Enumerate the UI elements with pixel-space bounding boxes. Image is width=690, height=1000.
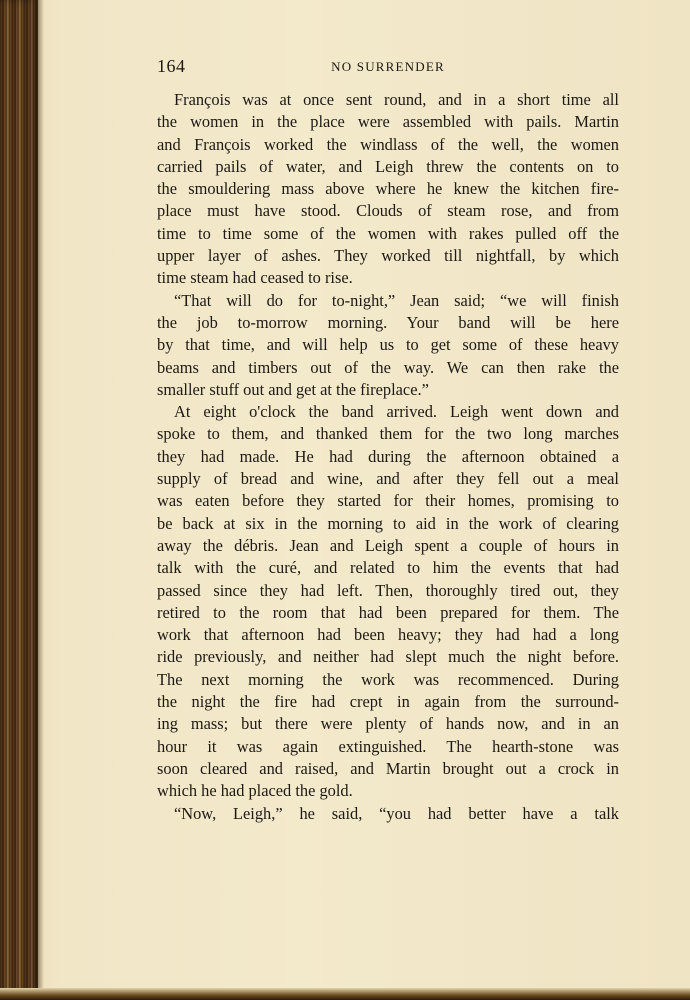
text-line: the job to-morrow morning. Your band will be here xyxy=(157,312,619,332)
text-line: hour it was again extinguished. The hearth-stone was xyxy=(157,736,619,756)
text-line: retired to the room that had been prepared for them. The xyxy=(157,602,619,622)
text-line: the night the fire had crept in again from the surround- xyxy=(157,692,619,712)
text-line: and François worked the windlass of the well, the women xyxy=(157,134,619,154)
text-line: smaller stuff out and get at the fireplace.” xyxy=(157,379,429,399)
text-line: spoke to them, and thanked them for the two long marches xyxy=(157,424,619,444)
text-line: which he had placed the gold. xyxy=(157,781,353,801)
page-number: 164 xyxy=(157,56,186,76)
page-body-text xyxy=(157,89,619,825)
text-line: “Now, Leigh,” he said, “you had better have a talk xyxy=(174,803,619,823)
text-line: time to time some of the women with rakes pulled off the xyxy=(157,223,619,243)
text-line: “That will do for to-night,” Jean said; “we will finish xyxy=(174,290,619,310)
text-line: soon cleared and raised, and Martin brought out a crock in xyxy=(157,758,619,778)
text-line: the smouldering mass above where he knew the kitchen fire- xyxy=(157,179,619,199)
text-line: carried pails of water, and Leigh threw the contents on to xyxy=(157,156,619,176)
text-line: beams and timbers out of the way. We can then rake the xyxy=(157,357,619,377)
text-line: was eaten before they started for their homes, promising to xyxy=(157,491,619,511)
text-line: time steam had ceased to rise. xyxy=(157,268,353,288)
running-title: NO SURRENDER xyxy=(331,59,445,74)
text-line: ing mass; but there were plenty of hands now, and in an xyxy=(157,714,619,734)
text-line: work that afternoon had been heavy; they had had a long xyxy=(157,625,619,645)
text-line: the women in the place were assembled with pails. Martin xyxy=(157,112,619,132)
text-line: ride previously, and neither had slept much the night before. xyxy=(157,647,619,667)
text-line: passed since they had left. Then, thoroughly tired out, they xyxy=(157,580,619,600)
binding-shadow xyxy=(38,0,44,1000)
book-binding xyxy=(0,0,38,1000)
page-header xyxy=(157,56,619,80)
text-line: be back at six in the morning to aid in the work of clearing xyxy=(157,513,619,533)
text-line: François was at once sent round, and in a short time all xyxy=(174,90,619,109)
text-line: supply of bread and wine, and after they fell out a meal xyxy=(157,469,619,489)
text-line: by that time, and will help us to get some of these heavy xyxy=(157,335,619,355)
text-line: talk with the curé, and related to him the events that had xyxy=(157,558,619,578)
text-line: The next morning the work was recommenced. During xyxy=(157,669,619,689)
text-line: away the débris. Jean and Leigh spent a couple of hours in xyxy=(157,535,619,555)
text-line: At eight o'clock the band arrived. Leigh went down and xyxy=(174,402,619,422)
text-line: place must have stood. Clouds of steam rose, and from xyxy=(157,201,619,221)
page-bottom-edge xyxy=(0,988,690,1000)
text-line: upper layer of ashes. They worked till nightfall, by which xyxy=(157,246,619,266)
text-line: they had made. He had during the afternoon obtained a xyxy=(157,446,619,466)
